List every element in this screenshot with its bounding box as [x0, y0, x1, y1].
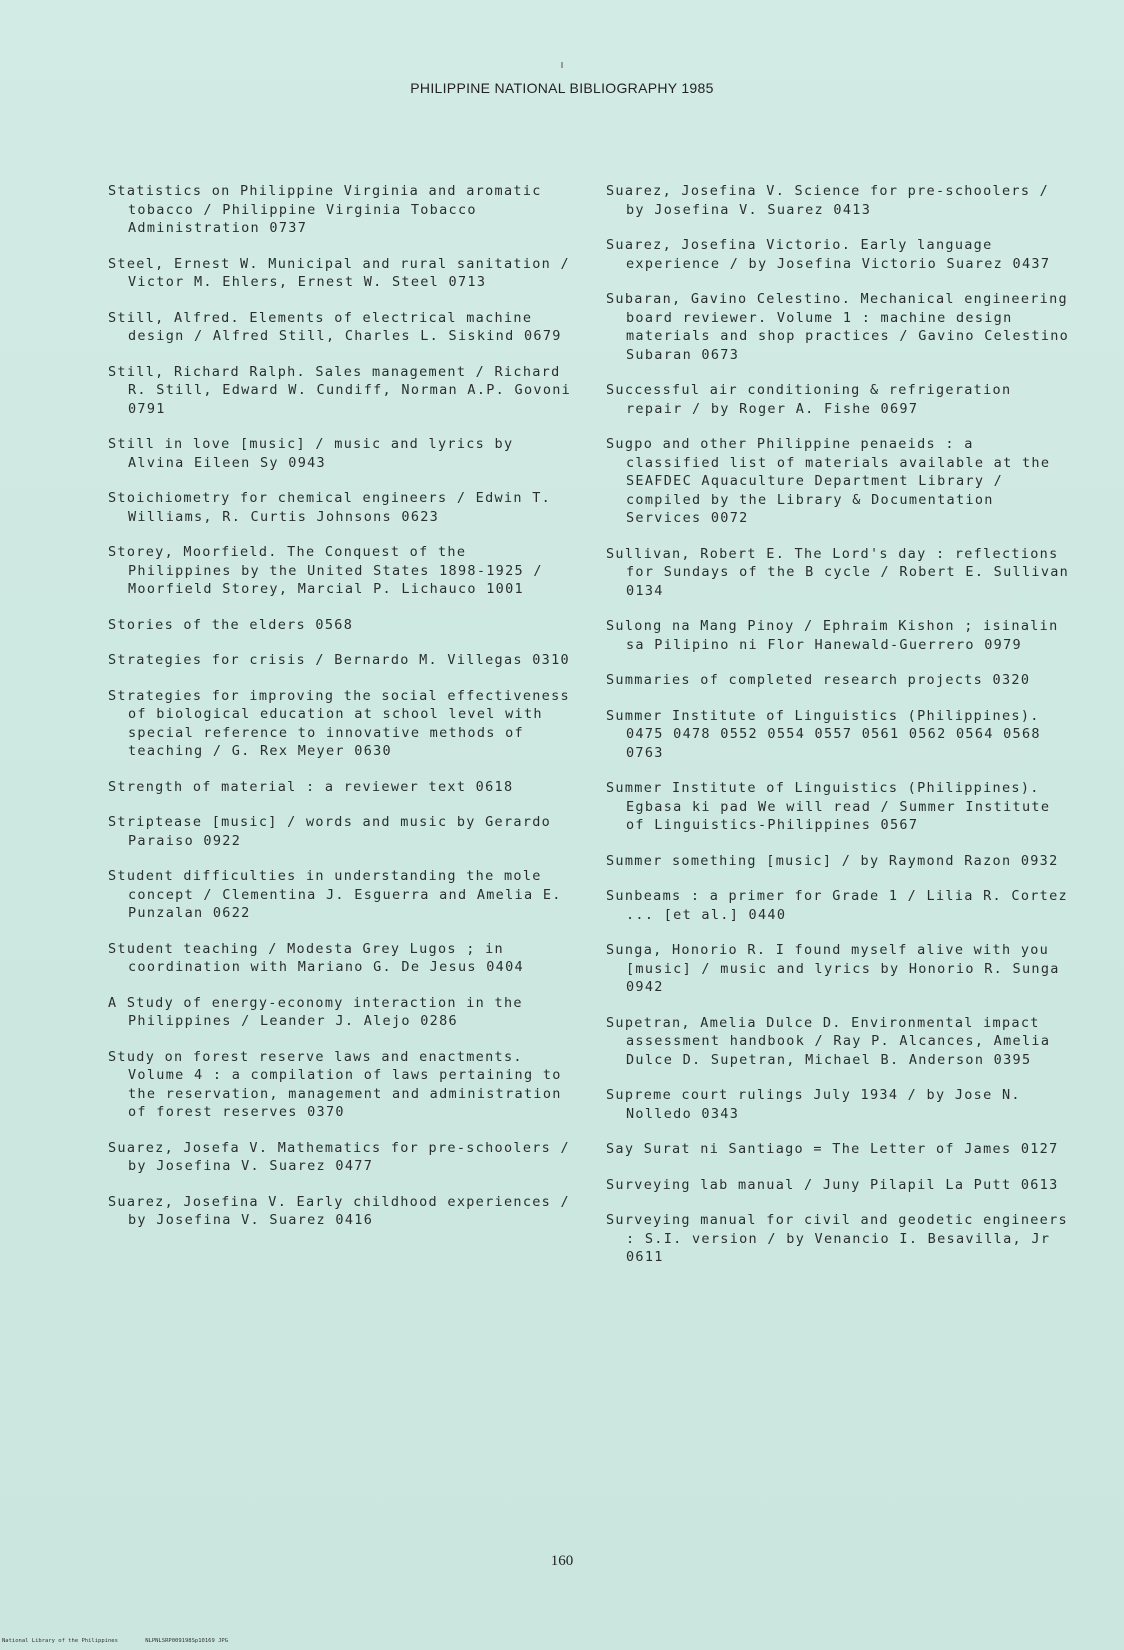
bibliography-entry: Subaran, Gavino Celestino. Mechanical engineering board reviewer. Volume 1 : machine design materials and shop practices / Gavino Celestino Subaran 0673	[606, 291, 1070, 363]
bibliography-entry: Suarez, Josefina V. Science for pre-schoolers / by Josefina V. Suarez 0413	[606, 183, 1050, 218]
bibliography-entry: Still, Richard Ralph. Sales management / Richard R. Still, Edward W. Cundiff, Norman A.P. Govoni 0791	[108, 363, 572, 417]
bibliography-entry: Sugpo and other Philippine penaeids : a classified list of materials available at the SEAFDEC Aquaculture Department Library / compiled by the Library & Documentation Services 0072	[606, 436, 1051, 526]
bibliography-entry: Study on forest reserve laws and enactments. Volume 4 : a compilation of laws pertaining to the reservation, management and administration of forest reserves 0370	[108, 1048, 562, 1120]
bibliography-entry: Supetran, Amelia Dulce D. Environmental impact assessment handbook / Ray P. Alcances, Amelia Dulce D. Supetran, Michael B. Anderson 0395	[606, 1014, 1051, 1068]
bibliography-entry: Steel, Ernest W. Municipal and rural sanitation / Victor M. Ehlers, Ernest W. Steel 0713	[108, 255, 570, 290]
bibliography-entry: Strength of material : a reviewer text 0618	[108, 778, 514, 795]
bibliography-entry: Student difficulties in understanding the mole concept / Clementina J. Esguerra and Amelia E. Punzalan 0622	[108, 868, 562, 921]
bibliography-entry: Sunbeams : a primer for Grade 1 / Lilia R. Cortez ... [et al.] 0440	[606, 888, 1068, 923]
bibliography-entry: A Study of energy-economy interaction in the Philippines / Leander J. Alejo 0286	[108, 994, 523, 1029]
scan-speck	[561, 62, 563, 68]
scan-footer	[2, 1638, 252, 1644]
bibliography-entry: Still in love [music] / music and lyrics by Alvina Eileen Sy 0943	[108, 436, 514, 471]
bibliography-entry: Successful air conditioning & refrigeration repair / by Roger A. Fishe 0697	[606, 382, 1012, 417]
bibliography-entry: Suarez, Josefa V. Mathematics for pre-schoolers / by Josefina V. Suarez 0477	[108, 1139, 570, 1174]
page-number: 160	[550, 1553, 574, 1569]
bibliography-entry: Stoichiometry for chemical engineers / Edwin T. Williams, R. Curtis Johnsons 0623	[108, 490, 552, 525]
bibliography-entry: Surveying lab manual / Juny Pilapil La Putt 0613	[606, 1176, 1059, 1193]
bibliography-entry: Sunga, Honorio R. I found myself alive with you [music] / music and lyrics by Honorio R. Sunga 0942	[606, 942, 1060, 995]
bibliography-entry: Sullivan, Robert E. The Lord's day : reflections for Sundays of the B cycle / Robert E. Sullivan 0134	[606, 545, 1070, 599]
bibliography-entry: Summer Institute of Linguistics (Philippines). Egbasa ki pad We will read / Summer Institute of Linguistics-Philippines 0567	[606, 780, 1051, 833]
bibliography-entry: Suarez, Josefina Victorio. Early language experience / by Josefina Victorio Suarez 0437	[606, 237, 1051, 272]
bibliography-entry: Say Surat ni Santiago = The Letter of James 0127	[606, 1141, 1059, 1157]
bibliography-entry: Stories of the elders 0568	[108, 616, 354, 633]
bibliography-entry: Strategies for improving the social effectiveness of biological education at school level with special reference to innovative methods of teaching / G. Rex Meyer 0630	[108, 687, 570, 759]
bibliography-entry: Storey, Moorfield. The Conquest of the Philippines by the United States 1898-1925 / Moorfield Storey, Marcial P. Lichauco 1001	[108, 544, 543, 597]
bibliography-entry: Student teaching / Modesta Grey Lugos ; in coordination with Mariano G. De Jesus 0404	[108, 940, 524, 975]
bibliography-entry: Statistics on Philippine Virginia and aromatic tobacco / Philippine Virginia Tobacco Administration 0737	[108, 183, 542, 236]
bibliography-entry: Still, Alfred. Elements of electrical machine design / Alfred Still, Charles L. Siskind 0679	[108, 309, 562, 344]
footer-library: National Library of the Philippines	[2, 1638, 118, 1644]
bibliography-entry: Summer something [music] / by Raymond Razon 0932	[606, 852, 1059, 869]
footer-file: NLPNLSRP009198Sp10169 JPG	[145, 1638, 229, 1644]
bibliography-entry: Summaries of completed research projects 0320	[606, 672, 1031, 688]
right-column	[606, 182, 1076, 1284]
bibliography-entry: Supreme court rulings July 1934 / by Jose N. Nolledo 0343	[606, 1087, 1021, 1122]
bibliography-entry: Strategies for crisis / Bernardo M. Villegas 0310	[108, 652, 570, 668]
left-column	[108, 182, 573, 1247]
page-title: PHILIPPINE NATIONAL BIBLIOGRAPHY 1985	[410, 80, 714, 96]
bibliography-entry: Suarez, Josefina V. Early childhood experiences / by Josefina V. Suarez 0416	[108, 1193, 570, 1228]
bibliography-entry: Summer Institute of Linguistics (Philippines). 0475 0478 0552 0554 0557 0561 0562 0564 0568 0763	[606, 707, 1041, 761]
bibliography-entry: Sulong na Mang Pinoy / Ephraim Kishon ; isinalin sa Pilipino ni Flor Hanewald-Guerrero 0979	[606, 618, 1059, 653]
bibliography-entry: Surveying manual for civil and geodetic engineers : S.I. version / by Venancio I. Besavilla, Jr 0611	[606, 1212, 1068, 1265]
bibliography-entry: Striptease [music] / words and music by Gerardo Paraiso 0922	[108, 814, 552, 849]
